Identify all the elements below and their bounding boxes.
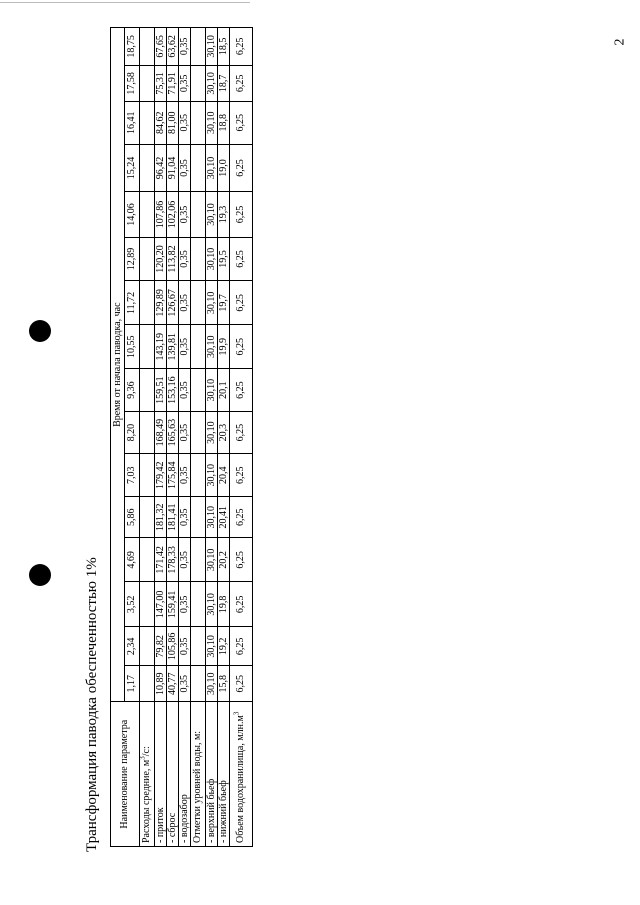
value-cell: 0,35: [179, 28, 191, 66]
table-row: [167, 28, 179, 847]
value-cell: 30,10: [206, 28, 218, 66]
value-cell: 19,9: [218, 325, 230, 369]
flood-transformation-table: [110, 27, 253, 847]
value-cell: 175,84: [167, 454, 179, 497]
value-cell: 6,25: [230, 101, 253, 144]
value-cell: 19,5: [218, 237, 230, 281]
table-row: [179, 28, 191, 847]
value-cell: 79,82: [155, 627, 167, 666]
table-caption: Трансформация паводка обеспеченностью 1%: [84, 557, 100, 852]
empty-cell: [191, 538, 206, 582]
time-cell: 2,34: [125, 627, 140, 666]
empty-cell: [140, 325, 155, 369]
time-cell: 17,58: [125, 65, 140, 101]
row-label-inflow: - приток: [155, 702, 167, 847]
value-cell: 6,25: [230, 454, 253, 497]
value-cell: 30,10: [206, 281, 218, 325]
empty-cell: [191, 454, 206, 497]
punch-hole-bottom: [29, 564, 51, 586]
value-cell: 75,31: [155, 65, 167, 101]
value-cell: 20,1: [218, 369, 230, 412]
time-cell: 4,69: [125, 538, 140, 582]
empty-cell: [140, 101, 155, 144]
empty-cell: [140, 666, 155, 702]
value-cell: 15,8: [218, 666, 230, 702]
value-cell: 6,25: [230, 666, 253, 702]
value-cell: 171,42: [155, 538, 167, 582]
value-cell: 179,42: [155, 454, 167, 497]
time-header: Время от начала паводка, час: [111, 28, 125, 702]
value-cell: 113,82: [167, 237, 179, 281]
value-cell: 30,10: [206, 666, 218, 702]
value-cell: 0,35: [179, 497, 191, 538]
value-cell: 153,16: [167, 369, 179, 412]
row-label-lower: - нижний бьеф: [218, 702, 230, 847]
value-cell: 159,51: [155, 369, 167, 412]
empty-cell: [191, 627, 206, 666]
table-row: [218, 28, 230, 847]
empty-cell: [140, 369, 155, 412]
time-cell: 12,89: [125, 237, 140, 281]
value-cell: 6,25: [230, 281, 253, 325]
value-cell: 0,35: [179, 325, 191, 369]
value-cell: 102,06: [167, 192, 179, 237]
value-cell: 129,89: [155, 281, 167, 325]
rotated-table-wrapper: [110, 27, 246, 847]
row-label-volume: Объем водохранилища, $млн.м^3$: [230, 702, 253, 847]
row-label-upper: - верхний бьеф: [206, 702, 218, 847]
table-row: [230, 28, 253, 847]
value-cell: 18,5: [218, 28, 230, 66]
value-cell: 30,10: [206, 101, 218, 144]
empty-cell: [191, 582, 206, 627]
value-cell: 10,89: [155, 666, 167, 702]
empty-cell: [191, 28, 206, 66]
empty-cell: [191, 237, 206, 281]
value-cell: 20,4: [218, 454, 230, 497]
value-cell: 0,35: [179, 627, 191, 666]
value-cell: 30,10: [206, 237, 218, 281]
value-cell: 165,63: [167, 411, 179, 454]
value-cell: 0,35: [179, 666, 191, 702]
empty-cell: [191, 281, 206, 325]
empty-cell: [140, 144, 155, 192]
table-row: [206, 28, 218, 847]
time-cell: 18,75: [125, 28, 140, 66]
empty-cell: [140, 627, 155, 666]
empty-cell: [140, 454, 155, 497]
value-cell: 20,3: [218, 411, 230, 454]
empty-cell: [191, 369, 206, 412]
value-cell: 18,7: [218, 65, 230, 101]
value-cell: 81,00: [167, 101, 179, 144]
time-cell: 11,72: [125, 281, 140, 325]
value-cell: 96,42: [155, 144, 167, 192]
value-cell: 91,04: [167, 144, 179, 192]
top-rule: [0, 2, 250, 3]
value-cell: 6,25: [230, 65, 253, 101]
value-cell: 0,35: [179, 582, 191, 627]
value-cell: 0,35: [179, 101, 191, 144]
value-cell: 0,35: [179, 454, 191, 497]
section-levels-label: Отметки уровней воды, м:: [191, 702, 206, 847]
time-cell: 10,55: [125, 325, 140, 369]
value-cell: 6,25: [230, 411, 253, 454]
empty-cell: [191, 497, 206, 538]
value-cell: 30,10: [206, 192, 218, 237]
time-cell: 14,06: [125, 192, 140, 237]
time-cell: 15,24: [125, 144, 140, 192]
empty-cell: [191, 192, 206, 237]
value-cell: 6,25: [230, 28, 253, 66]
value-cell: 6,25: [230, 538, 253, 582]
value-cell: 20,2: [218, 538, 230, 582]
value-cell: 40,77: [167, 666, 179, 702]
time-cell: 1,17: [125, 666, 140, 702]
empty-cell: [191, 101, 206, 144]
value-cell: 0,35: [179, 369, 191, 412]
value-cell: 181,41: [167, 497, 179, 538]
time-cell: 5,86: [125, 497, 140, 538]
value-cell: 71,91: [167, 65, 179, 101]
value-cell: 0,35: [179, 144, 191, 192]
value-cell: 126,67: [167, 281, 179, 325]
time-cell: 16,41: [125, 101, 140, 144]
value-cell: 84,62: [155, 101, 167, 144]
value-cell: 63,62: [167, 28, 179, 66]
value-cell: 147,00: [155, 582, 167, 627]
page-number: 2: [612, 38, 628, 46]
value-cell: 19,2: [218, 627, 230, 666]
empty-cell: [140, 192, 155, 237]
value-cell: 107,86: [155, 192, 167, 237]
value-cell: 178,33: [167, 538, 179, 582]
empty-cell: [140, 411, 155, 454]
empty-cell: [191, 325, 206, 369]
value-cell: 18,8: [218, 101, 230, 144]
value-cell: 30,10: [206, 325, 218, 369]
param-header: Наименование параметра: [111, 702, 140, 847]
value-cell: 0,35: [179, 65, 191, 101]
value-cell: 30,10: [206, 497, 218, 538]
empty-cell: [140, 538, 155, 582]
value-cell: 30,10: [206, 65, 218, 101]
empty-cell: [140, 281, 155, 325]
value-cell: 30,10: [206, 411, 218, 454]
value-cell: 105,86: [167, 627, 179, 666]
value-cell: 6,25: [230, 497, 253, 538]
value-cell: 181,32: [155, 497, 167, 538]
value-cell: 30,10: [206, 144, 218, 192]
value-cell: 0,35: [179, 192, 191, 237]
empty-cell: [191, 666, 206, 702]
value-cell: 139,81: [167, 325, 179, 369]
empty-cell: [191, 144, 206, 192]
time-cell: 8,20: [125, 411, 140, 454]
value-cell: 143,19: [155, 325, 167, 369]
value-cell: 19,0: [218, 144, 230, 192]
empty-cell: [140, 582, 155, 627]
value-cell: 168,49: [155, 411, 167, 454]
table-row: [155, 28, 167, 847]
value-cell: 67,65: [155, 28, 167, 66]
empty-cell: [140, 237, 155, 281]
time-cell: 9,36: [125, 369, 140, 412]
time-cell: 7,03: [125, 454, 140, 497]
value-cell: 30,10: [206, 538, 218, 582]
value-cell: 19,8: [218, 582, 230, 627]
empty-cell: [140, 28, 155, 66]
value-cell: 19,7: [218, 281, 230, 325]
empty-cell: [140, 497, 155, 538]
value-cell: 6,25: [230, 369, 253, 412]
row-label-intake: - водозабор: [179, 702, 191, 847]
value-cell: 6,25: [230, 325, 253, 369]
value-cell: 0,35: [179, 281, 191, 325]
value-cell: 159,41: [167, 582, 179, 627]
value-cell: 30,10: [206, 582, 218, 627]
value-cell: 0,35: [179, 411, 191, 454]
punch-hole-top: [29, 320, 51, 342]
value-cell: 6,25: [230, 582, 253, 627]
value-cell: 120,20: [155, 237, 167, 281]
value-cell: 0,35: [179, 538, 191, 582]
time-cell: 3,52: [125, 582, 140, 627]
empty-cell: [191, 65, 206, 101]
empty-cell: [140, 65, 155, 101]
value-cell: 6,25: [230, 144, 253, 192]
row-label-outflow: - сброс: [167, 702, 179, 847]
value-cell: 0,35: [179, 237, 191, 281]
value-cell: 30,10: [206, 369, 218, 412]
section-flows-label: Расходы средние, $м^3/с$:: [140, 702, 155, 847]
value-cell: 20,41: [218, 497, 230, 538]
value-cell: 6,25: [230, 192, 253, 237]
value-cell: 19,3: [218, 192, 230, 237]
value-cell: 6,25: [230, 627, 253, 666]
empty-cell: [191, 411, 206, 454]
value-cell: 6,25: [230, 237, 253, 281]
value-cell: 30,10: [206, 454, 218, 497]
value-cell: 30,10: [206, 627, 218, 666]
